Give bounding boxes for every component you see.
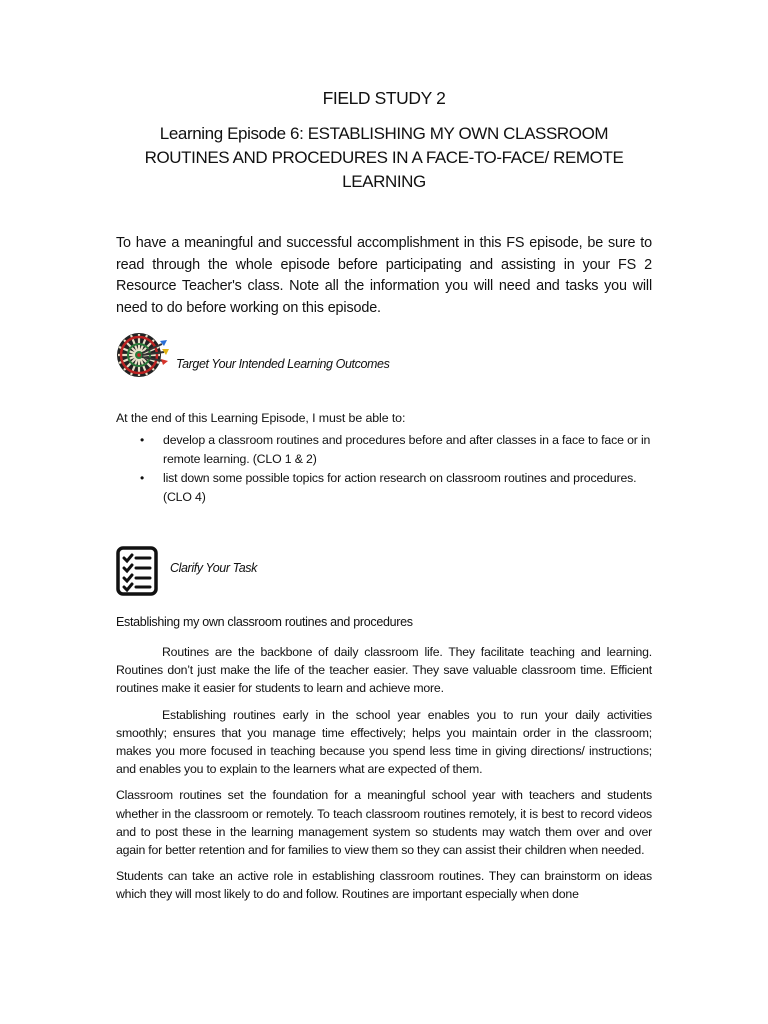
list-item-text: develop a classroom routines and procedures before and after classes in a face to face or in remote learning. (CLO 1 & 2): [163, 433, 651, 466]
bullet-icon: •: [140, 433, 145, 447]
outcomes-lead: At the end of this Learning Episode, I must be able to:: [116, 411, 406, 425]
body-paragraph: Establishing routines early in the school year enables you to run your daily activities smoothly; ensures that you manage time effectively; helps you maintain order in the classroom; makes you more focused in teaching because you spend less time in giving directions/ instructions; and enables you to explain to the learners what are expected of them.: [116, 707, 652, 777]
list-item: [116, 431, 656, 468]
task-heading: Establishing my own classroom routines and procedures: [116, 615, 413, 629]
episode-title-line: LEARNING: [342, 172, 426, 191]
checklist-icon: [115, 545, 159, 597]
bullet-icon: •: [140, 471, 145, 485]
task-body: [116, 643, 652, 912]
intro-paragraph: To have a meaningful and successful accomplishment in this FS episode, be sure to read through the whole episode before participating and assisting in your FS 2 Resource Teacher's class. Note all the information you will need and tasks you will need to do before working on this episode.: [116, 235, 652, 316]
task-section-title: Clarify Your Task: [170, 561, 257, 575]
dartboard-icon: [115, 330, 169, 380]
list-item: [116, 469, 656, 506]
outcomes-list: [116, 431, 656, 506]
document-title: FIELD STUDY 2: [322, 88, 446, 108]
episode-title-line: ROUTINES AND PROCEDURES IN A FACE-TO-FACE/ REMOTE: [144, 148, 624, 167]
outcomes-section-title: Target Your Intended Learning Outcomes: [176, 357, 390, 371]
body-paragraph: Students can take an active role in establishing classroom routines. They can brainstorm on ideas which they will most likely to do and follow. Routines are important especially when done: [116, 869, 652, 902]
body-paragraph: Routines are the backbone of daily classroom life. They facilitate teaching and learning. Routines don’t just make the life of the teacher easier. They save valuable classroom time. Efficient routines make it easier for students to learn and achieve more.: [116, 645, 652, 696]
episode-title-line: Learning Episode 6: ESTABLISHING MY OWN CLASSROOM: [159, 124, 609, 143]
episode-title: [110, 122, 658, 194]
body-paragraph: Classroom routines set the foundation for a meaningful school year with teachers and students whether in the classroom or remotely. To teach classroom routines remotely, it is best to record videos and to post these in the learning management system so students may watch them over and over again for better retention and for families to view them so they can assist their children when needed.: [116, 788, 652, 858]
list-item-text: list down some possible topics for action research on classroom routines and procedures. (CLO 4): [163, 471, 637, 504]
